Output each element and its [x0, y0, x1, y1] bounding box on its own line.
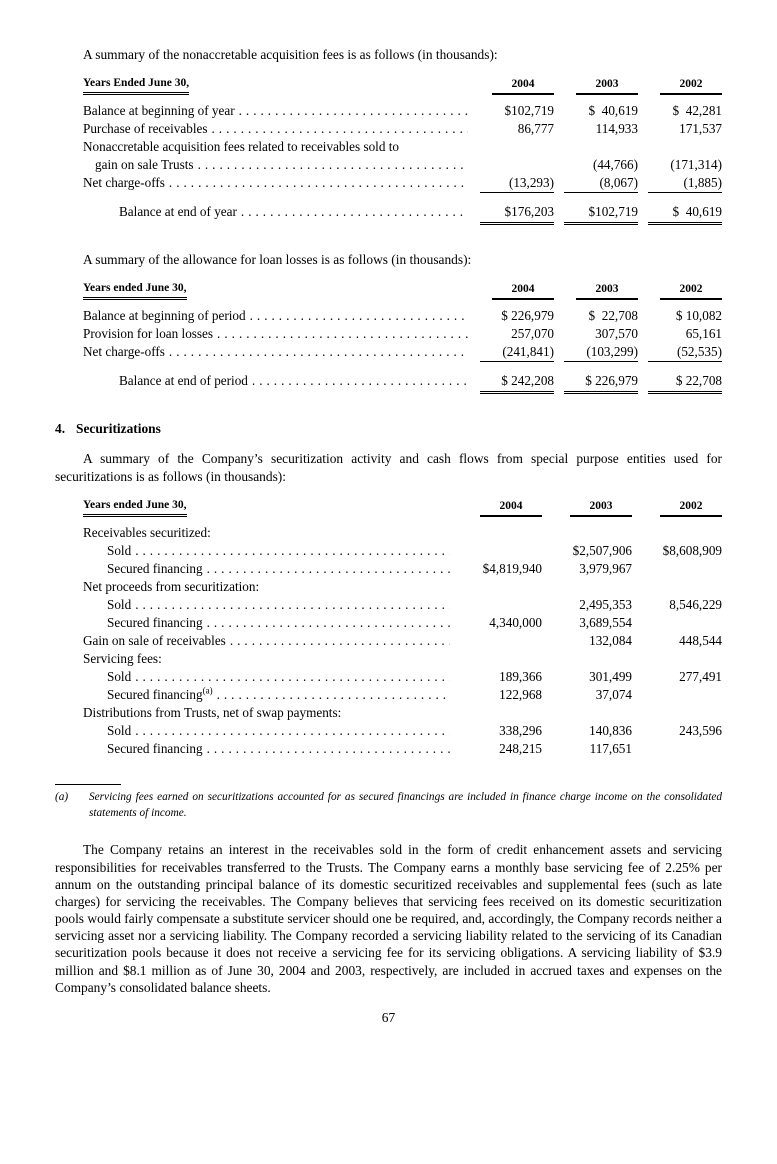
table-row	[83, 722, 722, 740]
stub-header-cell	[83, 498, 452, 517]
value-cell: $ 22,708	[588, 308, 638, 324]
year-column-header	[648, 77, 722, 95]
value-cell: $ 40,619	[648, 203, 722, 225]
table-row	[83, 668, 722, 686]
row-label: Balance at beginning of period	[83, 308, 246, 324]
value-cell: $ 22,708	[648, 372, 722, 394]
intro-paragraph-securitizations: A summary of the Company’s securitization activity and cash flows from special purpose entities used for securitizations is as follows (in thousands):	[55, 451, 722, 484]
value-cell: $4,819,940	[482, 560, 542, 576]
value-cell: (8,067)	[564, 174, 638, 193]
year-column-header	[648, 282, 722, 300]
value-cell: (13,293)	[480, 174, 554, 193]
table-row	[83, 578, 722, 596]
table-row	[83, 174, 722, 193]
dot-leader	[250, 307, 468, 325]
table-row	[83, 156, 722, 174]
footnote-a	[55, 790, 722, 822]
value-cell: 132,084	[589, 632, 632, 648]
value-cell: 171,537	[679, 121, 722, 137]
table-row	[83, 120, 722, 138]
value-cell	[642, 686, 722, 704]
table-row	[83, 343, 722, 362]
table-row	[83, 307, 722, 325]
year-label: 2002	[660, 282, 722, 300]
table-row	[83, 686, 722, 704]
table-row	[83, 596, 722, 614]
value-cell: 3,689,554	[579, 614, 632, 630]
value-cell: 257,070	[511, 326, 554, 342]
year-column-header	[480, 77, 554, 95]
intro-paragraph-nonaccretable: A summary of the nonaccretable acquisition fees is as follows (in thousands):	[83, 47, 498, 62]
value-cell: 301,499	[589, 668, 632, 684]
value-cell: 65,161	[685, 326, 722, 342]
table-row	[83, 704, 722, 722]
row-label: Purchase of receivables	[83, 121, 208, 137]
row-label: Balance at end of period	[119, 373, 248, 389]
value-cell: 8,546,229	[669, 596, 722, 612]
value-cell: (241,841)	[480, 343, 554, 362]
year-column-header	[564, 282, 638, 300]
table-row	[83, 740, 722, 758]
stub-header-cell	[83, 76, 470, 95]
value-cell: $176,203	[480, 203, 554, 225]
page-number: 67	[381, 1009, 396, 1025]
table-row	[83, 632, 722, 650]
section-number: 4.	[55, 421, 66, 437]
row-label: Provision for loan losses	[83, 326, 214, 342]
dot-leader	[239, 102, 468, 120]
row-label: Receivables securitized:	[83, 524, 211, 540]
year-column-header	[642, 499, 722, 517]
row-label: Sold	[107, 542, 132, 558]
table-row	[83, 650, 722, 668]
year-label: 2002	[660, 499, 722, 517]
row-label: Gain on sale of receivables	[83, 632, 226, 648]
value-cell: 243,596	[679, 722, 722, 738]
year-label: 2003	[570, 499, 632, 517]
section-heading	[55, 420, 722, 437]
value-cell: $ 226,979	[564, 372, 638, 394]
table-header-row	[83, 76, 722, 95]
value-cell: (171,314)	[670, 157, 722, 173]
row-label: Secured financing$^{(a)}$	[107, 685, 213, 702]
securitization-activity-table	[83, 498, 722, 758]
dot-leader	[135, 722, 450, 740]
dot-leader	[198, 156, 468, 174]
value-cell: $102,719	[564, 203, 638, 225]
row-label: Secured financing	[107, 560, 203, 576]
table-header-row	[83, 498, 722, 517]
dot-leader	[217, 686, 450, 704]
dot-leader	[230, 632, 450, 650]
table-row	[83, 138, 722, 156]
row-label: Net charge-offs	[83, 344, 165, 360]
value-cell: 338,296	[499, 722, 542, 738]
value-cell: 122,968	[499, 686, 542, 702]
stub-header-cell	[83, 281, 470, 300]
table-row	[83, 325, 722, 343]
allowance-loan-losses-table	[83, 281, 722, 394]
value-cell	[462, 542, 542, 560]
value-cell: 307,570	[595, 326, 638, 342]
value-cell: $ 40,619	[588, 103, 638, 119]
value-cell: 2,495,353	[579, 596, 632, 612]
table-row	[83, 614, 722, 632]
value-cell: $ 226,979	[501, 308, 554, 324]
row-label: Secured financing	[107, 740, 203, 756]
value-cell: 117,651	[589, 740, 632, 756]
table-row	[83, 560, 722, 578]
footnote-reference: (a)	[202, 685, 213, 696]
value-cell: (52,535)	[648, 343, 722, 362]
year-label: 2004	[492, 77, 554, 95]
table-row	[83, 102, 722, 120]
table-row	[83, 542, 722, 560]
value-cell	[642, 560, 722, 578]
footnote-separator-rule	[55, 784, 121, 785]
table-row	[83, 372, 722, 394]
dot-leader	[207, 740, 450, 758]
table-row	[83, 203, 722, 225]
value-cell: $2,507,906	[572, 542, 632, 558]
intro-paragraph-allowance: A summary of the allowance for loan losses is as follows (in thousands):	[83, 252, 472, 268]
stub-header-label: Years ended June 30,	[83, 498, 187, 517]
year-label: 2003	[576, 282, 638, 300]
table-row	[83, 524, 722, 542]
nonaccretable-fees-table	[83, 76, 722, 225]
value-cell: 114,933	[595, 121, 638, 137]
row-label: Balance at end of year	[119, 204, 237, 220]
value-cell: 277,491	[679, 668, 722, 684]
dot-leader	[135, 668, 450, 686]
year-label: 2004	[492, 282, 554, 300]
section-title: Securitizations	[76, 421, 161, 437]
value-cell: (1,885)	[648, 174, 722, 193]
value-cell: 140,836	[589, 722, 632, 738]
value-cell	[642, 740, 722, 758]
dot-leader	[169, 174, 468, 193]
dot-leader	[135, 542, 450, 560]
stub-header-label: Years ended June 30,	[83, 281, 187, 300]
value-cell: $ 242,208	[480, 372, 554, 394]
dot-leader	[207, 560, 450, 578]
dot-leader	[212, 120, 469, 138]
year-label: 2003	[576, 77, 638, 95]
row-label: Nonaccretable acquisition fees related to receivables sold to	[83, 139, 399, 155]
row-label: Net proceeds from securitization:	[83, 578, 260, 594]
row-label: Secured financing	[107, 614, 203, 630]
value-cell: 248,215	[499, 740, 542, 756]
value-cell: $ 10,082	[675, 308, 722, 324]
dot-leader	[169, 343, 468, 362]
value-cell	[480, 156, 554, 174]
value-cell	[642, 614, 722, 632]
table-header-row	[83, 281, 722, 300]
value-cell	[462, 632, 542, 650]
year-column-header	[552, 499, 632, 517]
value-cell	[462, 596, 542, 614]
dot-leader	[217, 325, 468, 343]
year-column-header	[462, 499, 542, 517]
row-label: Net charge-offs	[83, 175, 165, 191]
row-label: Sold	[107, 668, 132, 684]
row-label: Servicing fees:	[83, 650, 162, 666]
value-cell: $ 42,281	[672, 103, 722, 119]
value-cell: 448,544	[679, 632, 722, 648]
row-label: Sold	[107, 596, 132, 612]
value-cell: 37,074	[595, 686, 632, 702]
value-cell: (44,766)	[592, 157, 638, 173]
value-cell: 3,979,967	[579, 560, 632, 576]
footnote-marker: (a)	[55, 790, 69, 803]
value-cell: 4,340,000	[489, 614, 542, 630]
year-column-header	[480, 282, 554, 300]
row-label: Distributions from Trusts, net of swap payments:	[83, 704, 342, 720]
dot-leader	[252, 372, 468, 394]
value-cell: $102,719	[504, 103, 554, 119]
value-cell: (103,299)	[564, 343, 638, 362]
stub-header-label: Years Ended June 30,	[83, 76, 189, 95]
row-label: gain on sale Trusts	[95, 157, 194, 173]
dot-leader	[135, 596, 450, 614]
year-label: 2004	[480, 499, 542, 517]
value-cell: 189,366	[499, 668, 542, 684]
row-label: Sold	[107, 722, 132, 738]
year-label: 2002	[660, 77, 722, 95]
dot-leader	[241, 203, 468, 225]
closing-paragraph: The Company retains an interest in the receivables sold in the form of credit enhancement assets and servicing responsibilities for receivables transferred to the Trusts. The Company earns a monthly base servicing fee of 2.25% per annum on the outstanding principal balance of its domestic securitized receivables and supplemental fees (such as late charges) for servicing the receivables. The Company believes that servicing fees received on its domestic securitization pools would fairly compensate a substitute servicer should one be required, and, accordingly, the Company records neither a servicing asset nor a servicing liability. The Company recorded a servicing liability related to the servicing of its Canadian securitization pools because it does not receive a servicing fee for its servicing obligations. A servicing liability of $3.9 million and $8.1 million as of June 30, 2004 and 2003, respectively, are included in accrued taxes and expenses on the Company’s consolidated balance sheets.	[55, 842, 722, 995]
footnote-text: Servicing fees earned on securitizations accounted for as secured financings are included in finance charge income on the consolidated statements of income.	[89, 790, 722, 819]
dot-leader	[207, 614, 450, 632]
value-cell: $8,608,909	[662, 542, 722, 558]
value-cell: 86,777	[517, 121, 554, 137]
year-column-header	[564, 77, 638, 95]
row-label: Balance at beginning of year	[83, 103, 235, 119]
